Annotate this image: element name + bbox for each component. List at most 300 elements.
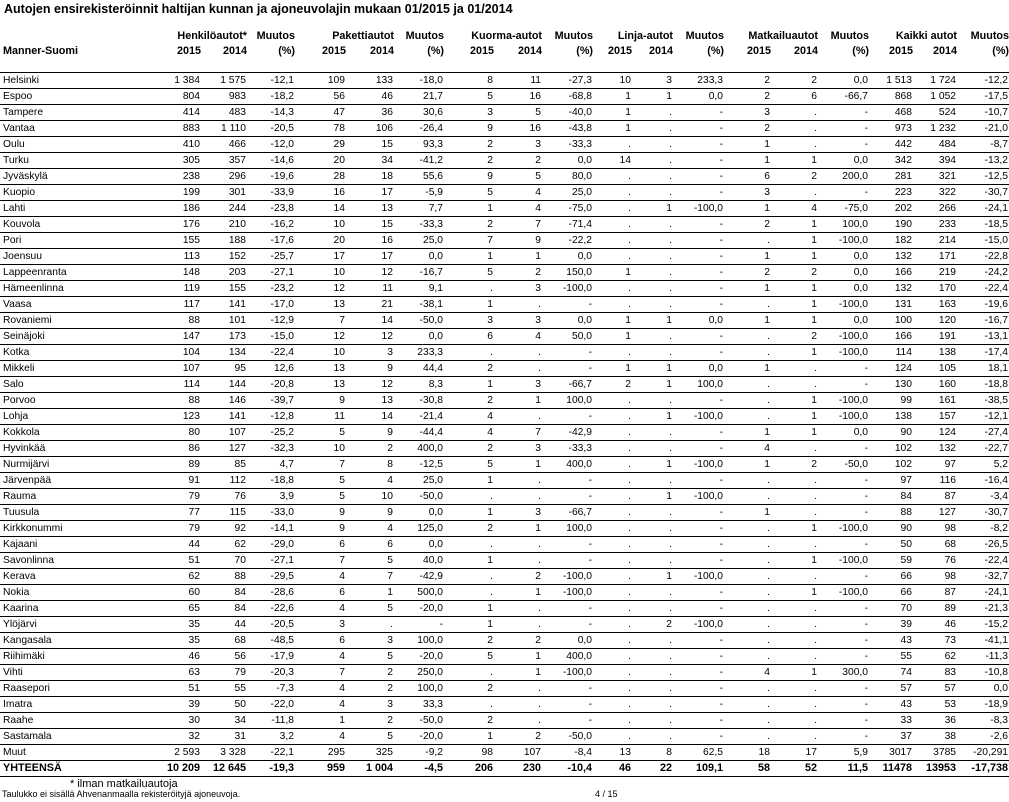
value-cell: -	[673, 393, 724, 409]
footer-note: Taulukko ei sisällä Ahvenanmaalla rekisteröityjä ajoneuvoja.	[2, 789, 241, 799]
value-cell: 1	[494, 249, 542, 265]
value-cell: 10	[295, 265, 346, 281]
value-cell: 214	[913, 233, 957, 249]
value-cell: .	[593, 569, 632, 585]
value-cell: -22,1	[247, 745, 295, 761]
value-cell: 2	[444, 713, 494, 729]
value-cell: 322	[913, 185, 957, 201]
value-cell: -19,3	[247, 761, 295, 777]
value-cell: 5	[295, 489, 346, 505]
value-cell: 6	[295, 585, 346, 601]
value-cell: 10	[295, 217, 346, 233]
value-cell: 244	[201, 201, 247, 217]
value-cell: 124	[869, 361, 913, 377]
value-cell: 9	[444, 121, 494, 137]
table-row	[0, 265, 1009, 281]
value-cell: .	[771, 505, 818, 521]
header-separator	[0, 61, 1009, 73]
value-cell: 2	[771, 265, 818, 281]
value-cell: -33,9	[247, 185, 295, 201]
value-cell: 17	[346, 185, 394, 201]
municipality-name: Lahti	[0, 201, 152, 217]
table-row	[0, 137, 1009, 153]
value-cell: 9	[346, 425, 394, 441]
table-row	[0, 617, 1009, 633]
table-row	[0, 537, 1009, 553]
value-cell: 73	[913, 633, 957, 649]
value-cell: .	[632, 681, 673, 697]
value-cell: 79	[152, 521, 201, 537]
value-cell: .	[724, 617, 771, 633]
registrations-table	[0, 28, 1009, 777]
value-cell: -19,6	[957, 297, 1009, 313]
value-cell: -	[673, 713, 724, 729]
table-row	[0, 569, 1009, 585]
value-cell: 123	[152, 409, 201, 425]
value-cell: .	[632, 425, 673, 441]
value-cell: .	[444, 489, 494, 505]
value-cell: 2	[494, 153, 542, 169]
value-cell: -11,8	[247, 713, 295, 729]
value-cell: .	[724, 377, 771, 393]
year-header: 2014	[793, 45, 819, 57]
value-cell: 98	[444, 745, 494, 761]
value-cell: 114	[152, 377, 201, 393]
value-cell: -22,4	[957, 281, 1009, 297]
value-cell: -	[673, 121, 724, 137]
value-cell: -100,0	[673, 617, 724, 633]
value-cell: 524	[913, 105, 957, 121]
value-cell: 300,0	[818, 665, 869, 681]
value-cell: 4	[346, 473, 394, 489]
value-cell: 86	[152, 441, 201, 457]
value-cell: 134	[201, 345, 247, 361]
value-cell: 3,2	[247, 729, 295, 745]
value-cell: 9	[295, 505, 346, 521]
value-cell: .	[593, 457, 632, 473]
value-cell: 166	[869, 329, 913, 345]
value-cell: 3 328	[201, 745, 247, 761]
value-cell: 83	[913, 665, 957, 681]
value-cell: 7	[346, 569, 394, 585]
value-cell: 200,0	[818, 169, 869, 185]
value-cell: 9	[346, 361, 394, 377]
municipality-name: Jyväskylä	[0, 169, 152, 185]
value-cell: -	[818, 537, 869, 553]
value-cell: 2	[494, 633, 542, 649]
value-cell: 4	[444, 425, 494, 441]
value-cell: 11	[295, 409, 346, 425]
value-cell: -18,0	[394, 73, 444, 89]
value-cell: 62	[152, 569, 201, 585]
value-cell: 88	[201, 569, 247, 585]
value-cell: 33	[869, 713, 913, 729]
change-header: Muutos	[405, 29, 445, 42]
value-cell: -	[542, 681, 593, 697]
value-cell: -	[818, 505, 869, 521]
value-cell: 1 384	[152, 73, 201, 89]
value-cell: .	[593, 553, 632, 569]
value-cell: 203	[201, 265, 247, 281]
value-cell: 219	[913, 265, 957, 281]
value-cell: -100,0	[542, 569, 593, 585]
value-cell: .	[632, 105, 673, 121]
value-cell: 115	[201, 505, 247, 521]
value-cell: 5,2	[957, 457, 1009, 473]
value-cell: -	[542, 361, 593, 377]
value-cell: -	[673, 169, 724, 185]
value-cell: -100,0	[818, 393, 869, 409]
value-cell: -29,0	[247, 537, 295, 553]
value-cell: 3	[724, 105, 771, 121]
value-cell: -	[818, 489, 869, 505]
value-cell: 1	[724, 281, 771, 297]
value-cell: 1	[771, 521, 818, 537]
value-cell: -20,0	[394, 649, 444, 665]
value-cell: -27,4	[957, 425, 1009, 441]
value-cell: 3	[494, 137, 542, 153]
value-cell: 50	[869, 537, 913, 553]
value-cell: 102	[869, 441, 913, 457]
value-cell: 97	[869, 473, 913, 489]
value-cell: -19,6	[247, 169, 295, 185]
value-cell: 1	[632, 377, 673, 393]
value-cell: 114	[869, 345, 913, 361]
value-cell: 33,3	[394, 697, 444, 713]
value-cell: .	[724, 601, 771, 617]
value-cell: 12 645	[201, 761, 247, 777]
value-cell: .	[771, 105, 818, 121]
value-cell: .	[593, 585, 632, 601]
value-cell: 5	[346, 729, 394, 745]
value-cell: 150,0	[542, 265, 593, 281]
value-cell: .	[632, 153, 673, 169]
year-header: 2014	[517, 45, 543, 57]
value-cell: -17,738	[957, 761, 1009, 777]
value-cell: 55,6	[394, 169, 444, 185]
value-cell: 1	[593, 265, 632, 281]
municipality-name: Järvenpää	[0, 473, 152, 489]
value-cell: -	[673, 649, 724, 665]
table-row	[0, 201, 1009, 217]
value-cell: 79	[201, 665, 247, 681]
group-header: Pakettiautot	[332, 29, 395, 42]
value-cell: 3	[632, 73, 673, 89]
value-cell: 25,0	[394, 473, 444, 489]
municipality-name: Raahe	[0, 713, 152, 729]
value-cell: 357	[201, 153, 247, 169]
value-cell: 51	[152, 553, 201, 569]
value-cell: -12,5	[394, 457, 444, 473]
value-cell: 5	[444, 265, 494, 281]
value-cell: 410	[152, 137, 201, 153]
year-header: 2014	[369, 45, 395, 57]
value-cell: 1	[771, 409, 818, 425]
value-cell: .	[494, 361, 542, 377]
table-row	[0, 649, 1009, 665]
table-row	[0, 745, 1009, 761]
value-cell: -12,1	[247, 73, 295, 89]
value-cell: .	[494, 601, 542, 617]
value-cell: 4	[295, 681, 346, 697]
municipality-name: Kotka	[0, 345, 152, 361]
value-cell: 1	[632, 457, 673, 473]
value-cell: 43	[869, 697, 913, 713]
value-cell: 70	[201, 553, 247, 569]
value-cell: -13,1	[957, 329, 1009, 345]
page-title: Autojen ensirekisteröinnit haltijan kunnan ja ajoneuvolajin mukaan 01/2015 ja 01/2014	[4, 2, 513, 16]
value-cell: .	[771, 697, 818, 713]
value-cell: .	[724, 649, 771, 665]
value-cell: -	[673, 665, 724, 681]
value-cell: .	[771, 713, 818, 729]
value-cell: 30,6	[394, 105, 444, 121]
value-cell: 57	[913, 681, 957, 697]
municipality-name: Sastamala	[0, 729, 152, 745]
table-row	[0, 473, 1009, 489]
value-cell: 10	[346, 489, 394, 505]
value-cell: 0,0	[818, 425, 869, 441]
value-cell: .	[724, 713, 771, 729]
municipality-name: Oulu	[0, 137, 152, 153]
value-cell: 55	[869, 649, 913, 665]
value-cell: -	[818, 633, 869, 649]
value-cell: 74	[869, 665, 913, 681]
value-cell: -	[542, 537, 593, 553]
value-cell: .	[593, 409, 632, 425]
value-cell: 88	[152, 393, 201, 409]
value-cell: 106	[346, 121, 394, 137]
value-cell: -	[673, 329, 724, 345]
value-cell: 442	[869, 137, 913, 153]
value-cell: 0,0	[818, 153, 869, 169]
value-cell: 5	[494, 169, 542, 185]
value-cell: 21	[346, 297, 394, 313]
value-cell: -50,0	[394, 489, 444, 505]
value-cell: .	[771, 489, 818, 505]
change-header: Muutos	[970, 29, 1009, 42]
value-cell: 119	[152, 281, 201, 297]
value-cell: -	[542, 697, 593, 713]
value-cell: .	[444, 537, 494, 553]
value-cell: -100,0	[818, 329, 869, 345]
value-cell: .	[494, 537, 542, 553]
municipality-name: Vantaa	[0, 121, 152, 137]
value-cell: -16,2	[247, 217, 295, 233]
value-cell: .	[632, 169, 673, 185]
change-header: Muutos	[830, 29, 870, 42]
value-cell: .	[494, 473, 542, 489]
value-cell: 144	[201, 377, 247, 393]
municipality-name: Kajaani	[0, 537, 152, 553]
table-row	[0, 489, 1009, 505]
value-cell: -	[542, 345, 593, 361]
value-cell: 12	[346, 265, 394, 281]
value-cell: 11	[346, 281, 394, 297]
value-cell: 7	[444, 233, 494, 249]
municipality-name: Kerava	[0, 569, 152, 585]
value-cell: 46	[346, 89, 394, 105]
value-cell: 2	[444, 361, 494, 377]
value-cell: .	[632, 137, 673, 153]
value-cell: .	[771, 601, 818, 617]
value-cell: .	[771, 441, 818, 457]
value-cell: 230	[494, 761, 542, 777]
value-cell: 99	[869, 393, 913, 409]
value-cell: 250,0	[394, 665, 444, 681]
value-cell: -	[818, 441, 869, 457]
value-cell: -42,9	[542, 425, 593, 441]
value-cell: -	[542, 713, 593, 729]
value-cell: 38	[913, 729, 957, 745]
value-cell: 3	[444, 313, 494, 329]
value-cell: .	[724, 233, 771, 249]
value-cell: .	[494, 681, 542, 697]
group-header: Kuorma-autot	[471, 29, 543, 42]
value-cell: 2	[771, 169, 818, 185]
value-cell: 1	[724, 153, 771, 169]
value-cell: 296	[201, 169, 247, 185]
value-cell: .	[632, 601, 673, 617]
value-cell: 78	[295, 121, 346, 137]
value-cell: 1	[771, 217, 818, 233]
value-cell: 266	[913, 201, 957, 217]
value-cell: -	[673, 217, 724, 233]
municipality-name: Rauma	[0, 489, 152, 505]
value-cell: 5	[444, 649, 494, 665]
value-cell: 2	[346, 681, 394, 697]
table-row	[0, 233, 1009, 249]
value-cell: .	[632, 441, 673, 457]
municipality-name: YHTEENSÄ	[0, 761, 152, 777]
value-cell: .	[724, 489, 771, 505]
value-cell: 1	[593, 313, 632, 329]
value-cell: .	[724, 329, 771, 345]
municipality-name: Kokkola	[0, 425, 152, 441]
value-cell: 5	[295, 473, 346, 489]
region-header: Manner-Suomi	[3, 45, 78, 57]
value-cell: 100,0	[673, 377, 724, 393]
value-cell: 44	[152, 537, 201, 553]
value-cell: -20,291	[957, 745, 1009, 761]
value-cell: 1	[724, 457, 771, 473]
year-header: 2014	[648, 45, 674, 57]
value-cell: 9	[444, 169, 494, 185]
year-header: 2015	[888, 45, 914, 57]
value-cell: 1	[444, 617, 494, 633]
value-cell: 1 052	[913, 89, 957, 105]
value-cell: 1	[771, 297, 818, 313]
value-cell: .	[593, 713, 632, 729]
municipality-name: Kouvola	[0, 217, 152, 233]
value-cell: 7	[295, 553, 346, 569]
value-cell: 113	[152, 249, 201, 265]
table-row	[0, 345, 1009, 361]
value-cell: 132	[913, 441, 957, 457]
value-cell: 7	[295, 313, 346, 329]
municipality-name: Vihti	[0, 665, 152, 681]
value-cell: 233	[913, 217, 957, 233]
value-cell: 7	[295, 665, 346, 681]
value-cell: .	[771, 185, 818, 201]
value-cell: 62	[913, 649, 957, 665]
value-cell: -33,3	[542, 137, 593, 153]
value-cell: -	[673, 265, 724, 281]
value-cell: 1	[771, 313, 818, 329]
value-cell: -100,0	[818, 553, 869, 569]
municipality-name: Rovaniemi	[0, 313, 152, 329]
value-cell: -100,0	[673, 489, 724, 505]
value-cell: 199	[152, 185, 201, 201]
value-cell: 0,0	[394, 505, 444, 521]
value-cell: 238	[152, 169, 201, 185]
value-cell: 141	[201, 409, 247, 425]
value-cell: 29	[295, 137, 346, 153]
value-cell: 16	[494, 121, 542, 137]
value-cell: 107	[494, 745, 542, 761]
value-cell: 9	[346, 505, 394, 521]
value-cell: 1	[771, 425, 818, 441]
value-cell: -21,4	[394, 409, 444, 425]
value-cell: 2	[724, 89, 771, 105]
value-cell: 0,0	[818, 265, 869, 281]
value-cell: 95	[201, 361, 247, 377]
value-cell: 85	[201, 457, 247, 473]
value-cell: 2	[494, 729, 542, 745]
value-cell: -	[673, 297, 724, 313]
value-cell: 1	[444, 297, 494, 313]
table-row	[0, 665, 1009, 681]
value-cell: .	[724, 345, 771, 361]
value-cell: 0,0	[394, 249, 444, 265]
value-cell: -100,0	[542, 281, 593, 297]
value-cell: 91	[152, 473, 201, 489]
value-cell: .	[724, 633, 771, 649]
value-cell: 342	[869, 153, 913, 169]
value-cell: -24,1	[957, 201, 1009, 217]
value-cell: -4,5	[394, 761, 444, 777]
value-cell: 12	[346, 377, 394, 393]
value-cell: -8,2	[957, 521, 1009, 537]
value-cell: .	[593, 217, 632, 233]
municipality-name: Vaasa	[0, 297, 152, 313]
value-cell: 157	[913, 409, 957, 425]
value-cell: 36	[346, 105, 394, 121]
value-cell: 62	[201, 537, 247, 553]
value-cell: 76	[201, 489, 247, 505]
value-cell: 16	[295, 185, 346, 201]
value-cell: .	[632, 345, 673, 361]
footnote: * ilman matkailuautoja	[70, 778, 178, 790]
value-cell: -66,7	[542, 377, 593, 393]
percent-header: (%)	[992, 45, 1009, 57]
value-cell: 132	[869, 281, 913, 297]
value-cell: -	[673, 345, 724, 361]
value-cell: -20,0	[394, 601, 444, 617]
value-cell: 5	[444, 185, 494, 201]
value-cell: 132	[869, 249, 913, 265]
value-cell: 77	[152, 505, 201, 521]
value-cell: 6	[295, 633, 346, 649]
value-cell: 100,0	[394, 633, 444, 649]
value-cell: .	[444, 569, 494, 585]
value-cell: -27,1	[247, 265, 295, 281]
value-cell: 8	[632, 745, 673, 761]
value-cell: .	[724, 681, 771, 697]
value-cell: 0,0	[542, 633, 593, 649]
value-cell: .	[632, 233, 673, 249]
value-cell: .	[724, 553, 771, 569]
